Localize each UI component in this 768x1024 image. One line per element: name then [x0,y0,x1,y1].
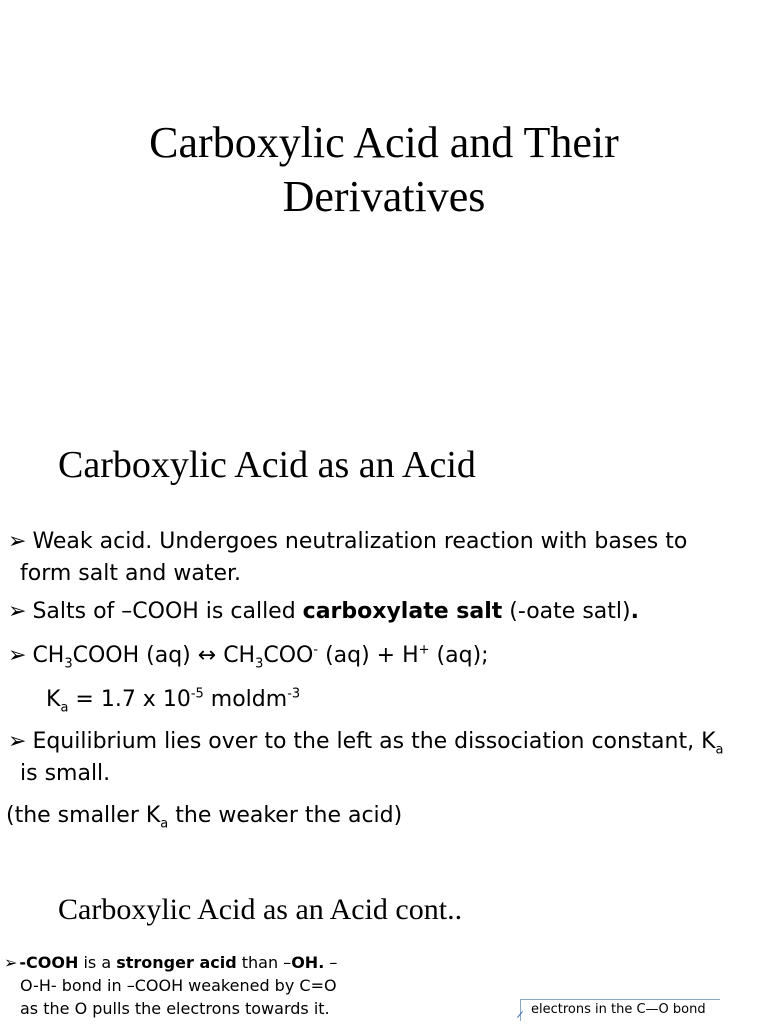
bullet-equilibrium: ➢ Equilibrium lies over to the left as the dissociation constant, $K_a$ [8,729,724,758]
arrow-bullet-icon: ➢ [8,643,27,668]
bullet-stronger-acid-line3: as the O pulls the electrons towards it. [20,999,330,1018]
bullet-weak-acid-cont: form salt and water. [20,561,241,586]
figure-label: electrons in the C—O bond [520,999,720,1021]
bullet-weak-acid: ➢ Weak acid. Undergoes neutralization reaction with bases to [8,529,688,554]
arrow-bullet-icon: ➢ [8,729,27,754]
arrow-bullet-icon: ➢ [8,599,27,624]
section-heading-acid: Carboxylic Acid as an Acid [58,444,476,486]
ka-value: $K_a = 1.7$ x $10^{-5}$ moldm$^{-3}$ [46,686,301,716]
note-smaller-ka: (the smaller $K_a$ the weaker the acid) [6,803,403,832]
bullet-stronger-acid: ➢ -COOH is a stronger acid than –OH. – [4,953,338,972]
arrow-bullet-icon: ➢ [8,529,27,554]
bullet-stronger-acid-line2: O-H- bond in –COOH weakened by C=O [20,976,337,995]
bullet-carboxylate-salt: ➢ Salts of –COOH is called carboxylate salt (-oate satl). [8,599,639,624]
section-heading-acid-cont: Carboxylic Acid as an Acid cont.. [58,893,463,926]
arrow-bullet-icon: ➢ [4,953,18,972]
bullet-equation: ➢ $CH_3COOH$ (aq) ↔ $CH_3COO^-$ (aq) + H+ (aq); [8,642,489,672]
slide-title [0,116,768,224]
title-line-1: Carboxylic Acid and Their [149,118,619,167]
bullet-equilibrium-cont: is small. [20,761,111,786]
title-line-2: Derivatives [282,172,486,221]
